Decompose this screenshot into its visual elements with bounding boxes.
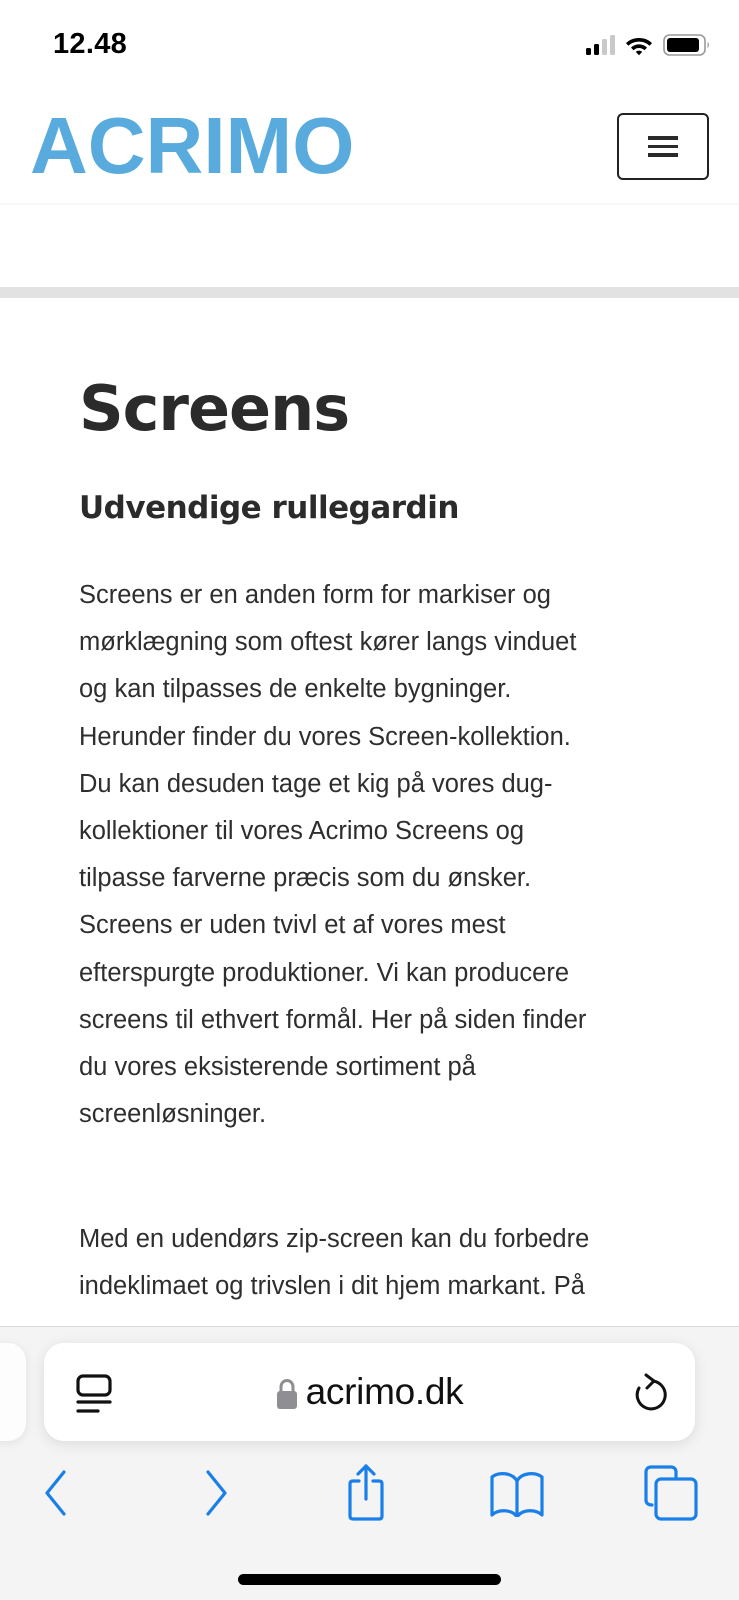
chevron-right-icon: [203, 1470, 229, 1516]
browser-toolbar: [0, 1457, 739, 1529]
text-line: kollektioner til vores Acrimo Screens og: [79, 817, 525, 846]
acrimo-logo[interactable]: ACRIMO: [30, 101, 355, 190]
forward-button[interactable]: [196, 1457, 236, 1529]
text-line: mørklægning som oftest kører langs vinduet: [79, 628, 577, 657]
text-line: indeklimaet og trivslen i dit hjem markant. På: [79, 1272, 585, 1301]
text-line: tilpasse farverne præcis som du ønsker.: [79, 864, 532, 893]
intro-paragraph: [79, 572, 679, 1138]
bookmarks-button[interactable]: [486, 1457, 548, 1529]
status-icons: [586, 34, 711, 56]
section-divider: [0, 287, 739, 298]
url-display[interactable]: [44, 1343, 695, 1441]
text-line: efterspurgte produktioner. Vi kan producere: [79, 958, 570, 987]
book-icon: [488, 1469, 546, 1517]
browser-bottom-bar: [0, 1326, 739, 1600]
text-line: screenløsninger.: [79, 1100, 267, 1129]
wifi-icon: [625, 35, 653, 56]
text-line: Med en udendørs zip-screen kan du forbedre: [79, 1225, 590, 1253]
address-bar[interactable]: [44, 1343, 695, 1441]
share-button[interactable]: [340, 1457, 392, 1529]
cellular-signal-icon: [586, 35, 615, 55]
reload-icon[interactable]: [629, 1371, 669, 1415]
site-header: [0, 92, 739, 205]
tabs-icon: [644, 1465, 700, 1521]
chevron-left-icon: [43, 1470, 69, 1516]
battery-icon: [663, 34, 711, 56]
text-line: Screens er uden tvivl et af vores mest: [79, 911, 506, 940]
text-line: og kan tilpasses de enkelte bygninger.: [79, 675, 512, 704]
zip-screen-paragraph: [79, 1216, 679, 1310]
text-line: du vores eksisterende sortiment på: [79, 1053, 476, 1082]
home-indicator[interactable]: [238, 1574, 501, 1585]
status-time: 12.48: [53, 28, 128, 60]
previous-tab-peek[interactable]: [0, 1343, 26, 1441]
share-icon: [346, 1463, 386, 1523]
header-spacer: [0, 205, 739, 287]
text-line: Herunder finder du vores Screen-kollektion.: [79, 722, 571, 751]
lock-icon: [276, 1378, 298, 1410]
status-bar: [0, 0, 739, 92]
page-title: Screens: [79, 372, 350, 445]
text-line: Du kan desuden tage et kig på vores dug-: [79, 769, 553, 798]
page-subtitle: Udvendige rullegardin: [79, 490, 459, 526]
text-line: screens til ethvert formål. Her på siden finder: [79, 1005, 587, 1034]
back-button[interactable]: [36, 1457, 76, 1529]
hamburger-menu-button[interactable]: [617, 113, 709, 180]
tabs-button[interactable]: [644, 1457, 700, 1529]
url-text: acrimo.dk: [305, 1371, 464, 1412]
hamburger-menu-icon: [648, 136, 678, 140]
text-line: Screens er en anden form for markiser og: [79, 581, 551, 609]
